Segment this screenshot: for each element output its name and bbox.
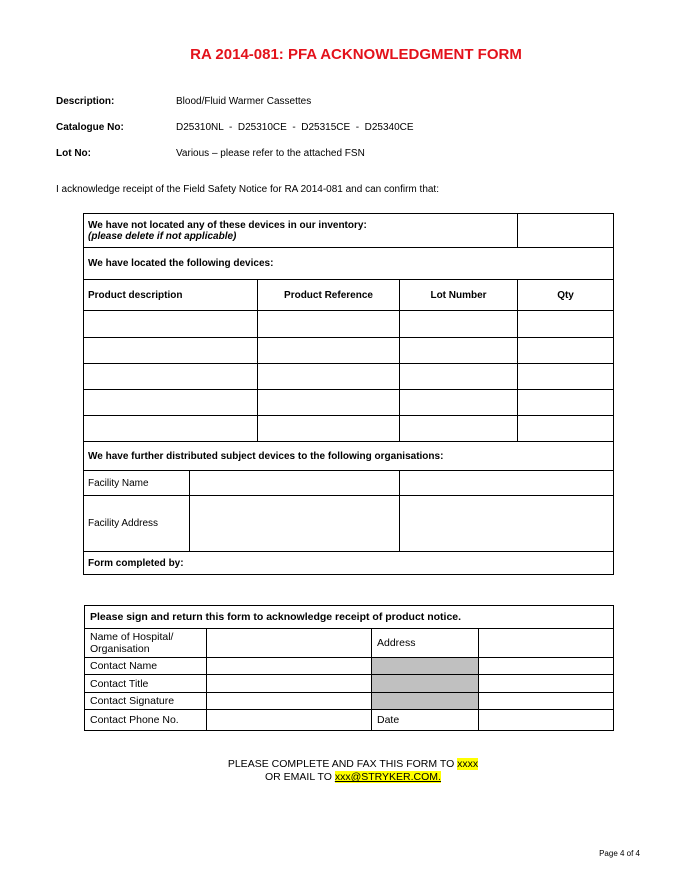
product-description-input[interactable] xyxy=(84,364,258,390)
product-description-input[interactable] xyxy=(84,338,258,364)
product-reference-input[interactable] xyxy=(258,338,400,364)
email-instruction: OR EMAIL TO xyxy=(265,771,335,783)
header-product-description: Product description xyxy=(84,280,258,311)
contact-title-label: Contact Title xyxy=(85,675,207,693)
facility-name-input[interactable] xyxy=(190,471,400,496)
shaded-cell xyxy=(372,693,479,710)
fax-instruction: PLEASE COMPLETE AND FAX THIS FORM TO xyxy=(227,758,458,770)
shaded-cell xyxy=(372,675,479,693)
product-description-input[interactable] xyxy=(84,416,258,442)
qty-input[interactable] xyxy=(518,390,614,416)
contact-name-input[interactable] xyxy=(207,658,372,675)
devices-table xyxy=(83,213,614,575)
form-title: RA 2014-081: PFA ACKNOWLEDGMENT FORM xyxy=(190,46,522,63)
fax-number: xxxx xyxy=(457,758,479,770)
footer-instructions xyxy=(13,758,680,784)
table-row xyxy=(84,338,614,364)
lot-number-input[interactable] xyxy=(400,311,518,338)
table-row xyxy=(84,311,614,338)
not-located-note: (please delete if not applicable) xyxy=(88,230,237,242)
lot-number-input[interactable] xyxy=(400,416,518,442)
catalogue-value: D25310NL - D25310CE - D25315CE - D25340CE xyxy=(176,122,414,133)
shaded-cell xyxy=(372,658,479,675)
product-description-input[interactable] xyxy=(84,311,258,338)
product-reference-input[interactable] xyxy=(258,364,400,390)
qty-input[interactable] xyxy=(518,311,614,338)
table-row xyxy=(84,390,614,416)
header-lot-number: Lot Number xyxy=(400,280,518,311)
email-link[interactable]: xxx@STRYKER.COM. xyxy=(334,771,441,783)
facility-address-input[interactable] xyxy=(190,496,400,552)
lot-value: Various – please refer to the attached FSN xyxy=(176,148,365,159)
not-located-input[interactable] xyxy=(518,214,614,248)
distributed-heading: We have further distributed subject devices to the following organisations: xyxy=(84,442,614,471)
contact-signature-label: Contact Signature xyxy=(85,693,207,710)
facility-address-label: Facility Address xyxy=(84,496,190,552)
address-input-4[interactable] xyxy=(479,693,614,710)
form-completed-by[interactable]: Form completed by: xyxy=(84,552,614,575)
contact-phone-label: Contact Phone No. xyxy=(85,710,207,731)
date-input[interactable] xyxy=(479,710,614,731)
not-located-text: We have not located any of these devices in our inventory: xyxy=(88,219,367,231)
page-number: Page 4 of 4 xyxy=(599,849,640,858)
hospital-label: Name of Hospital/ Organisation xyxy=(85,629,207,658)
description-value: Blood/Fluid Warmer Cassettes xyxy=(176,96,312,107)
hospital-input[interactable] xyxy=(207,629,372,658)
product-description-input[interactable] xyxy=(84,390,258,416)
facility-name-label: Facility Name xyxy=(84,471,190,496)
facility-address-input-2[interactable] xyxy=(400,496,614,552)
product-reference-input[interactable] xyxy=(258,390,400,416)
address-label: Address xyxy=(372,629,479,658)
lot-label: Lot No: xyxy=(56,148,91,159)
located-heading: We have located the following devices: xyxy=(84,248,614,280)
sign-return-heading: Please sign and return this form to acknowledge receipt of product notice. xyxy=(85,606,614,629)
contact-name-label: Contact Name xyxy=(85,658,207,675)
lot-number-input[interactable] xyxy=(400,364,518,390)
not-located-cell xyxy=(84,214,518,248)
contact-phone-input[interactable] xyxy=(207,710,372,731)
qty-input[interactable] xyxy=(518,364,614,390)
address-input-3[interactable] xyxy=(479,675,614,693)
intro-text: I acknowledge receipt of the Field Safety Notice for RA 2014-081 and can confirm that: xyxy=(56,184,439,195)
header-product-reference: Product Reference xyxy=(258,280,400,311)
date-label: Date xyxy=(372,710,479,731)
sign-return-table xyxy=(84,605,614,731)
header-qty: Qty xyxy=(518,280,614,311)
catalogue-label: Catalogue No: xyxy=(56,122,124,133)
table-row xyxy=(84,416,614,442)
address-input-2[interactable] xyxy=(479,658,614,675)
qty-input[interactable] xyxy=(518,416,614,442)
facility-name-input-2[interactable] xyxy=(400,471,614,496)
contact-title-input[interactable] xyxy=(207,675,372,693)
lot-number-input[interactable] xyxy=(400,390,518,416)
address-input[interactable] xyxy=(479,629,614,658)
description-label: Description: xyxy=(56,96,115,107)
table-row xyxy=(84,364,614,390)
product-reference-input[interactable] xyxy=(258,416,400,442)
lot-number-input[interactable] xyxy=(400,338,518,364)
contact-signature-input[interactable] xyxy=(207,693,372,710)
product-reference-input[interactable] xyxy=(258,311,400,338)
qty-input[interactable] xyxy=(518,338,614,364)
